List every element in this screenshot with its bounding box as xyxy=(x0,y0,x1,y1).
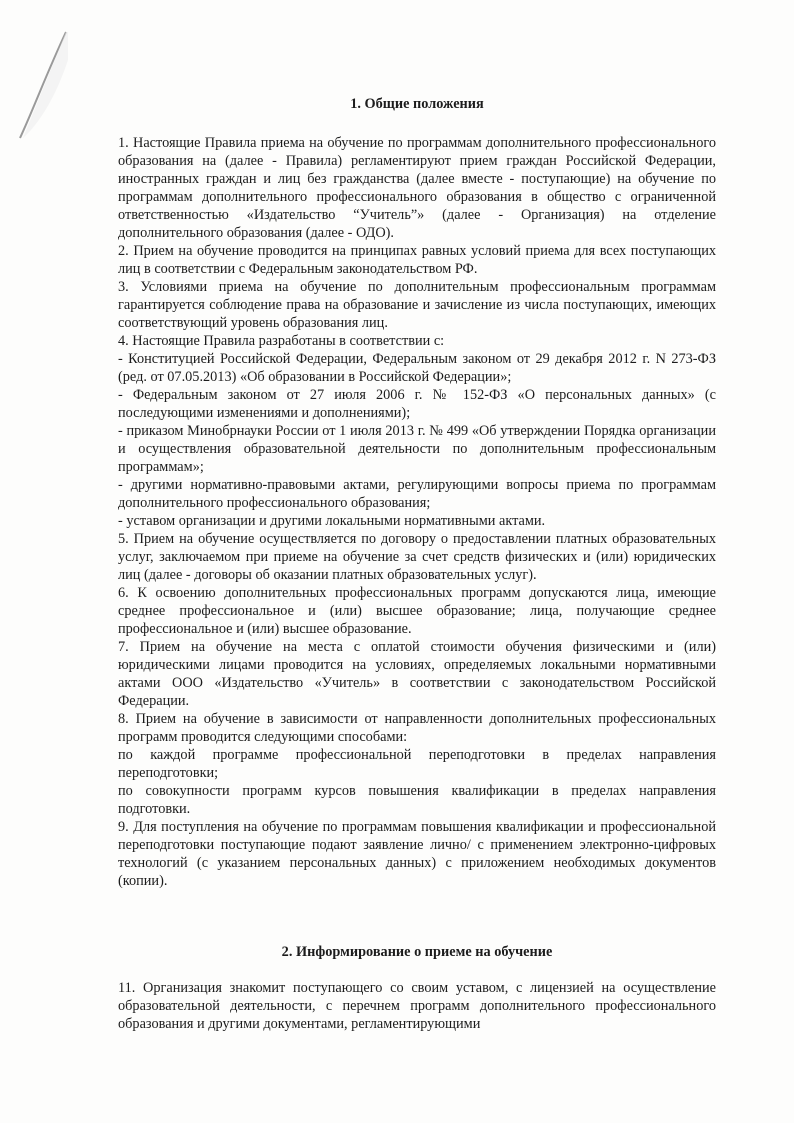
paragraph: 4. Настоящие Правила разработаны в соответствии с: xyxy=(118,333,445,349)
list-item: по каждой программе профессиональной переподготовки в пределах направления переподготовки; xyxy=(118,747,716,781)
paragraph: 9. Для поступления на обучение по программам повышения квалификации и профессиональной переподготовки поступающие подают заявление лично/ с применением электронно-цифровых технологий (с указанием персональных данных) с приложением необходимых документов (копии). xyxy=(118,819,716,889)
section-general-provisions xyxy=(118,134,716,890)
document-body xyxy=(118,95,716,1033)
paragraph: 1. Настоящие Правила приема на обучение по программам дополнительного профессионального образования на (далее - Правила) регламентируют прием граждан Российской Федерации, иностранных граждан и лиц без гражданства (далее вместе - поступающие) на обучение по программам дополнительного профессионального образования в общество с ограниченной ответственностью «Издательство “Учитель”» (далее - Организация) на отделение дополнительного образования (далее - ОДО). xyxy=(118,135,716,241)
list-item: - Конституцией Российской Федерации, Федеральным законом от 29 декабря 2012 г. N 273-ФЗ (ред. от 07.05.2013) «Об образовании в Российской Федерации»; xyxy=(118,351,716,385)
paragraph: 11. Организация знакомит поступающего со своим уставом, с лицензией на осуществление образовательной деятельности, с перечнем программ дополнительного профессионального образования и другими документами, регламентирующими xyxy=(118,980,716,1032)
section-admission-info xyxy=(118,979,716,1033)
list-item: - уставом организации и другими локальными нормативными актами. xyxy=(118,513,546,529)
list-item: по совокупности программ курсов повышения квалификации в пределах направления подготовки. xyxy=(118,783,716,817)
paragraph: 7. Прием на обучение на места с оплатой стоимости обучения физическими и (или) юридическими лицами проводится на условиях, определяемых локальными нормативными актами ООО «Издательство «Учитель» в соответствии с законодательством Российской Федерации. xyxy=(118,639,716,709)
section-title: 1. Общие положения xyxy=(350,96,484,112)
paragraph: 3. Условиями приема на обучение по дополнительным профессиональным программам гарантируется соблюдение права на образование и зачисление из числа поступающих, имеющих соответствующий уровень образования лиц. xyxy=(118,279,716,331)
list-item: - Федеральным законом от 27 июля 2006 г. № 152-ФЗ «О персональных данных» (с последующими изменениями и дополнениями); xyxy=(118,387,716,421)
paragraph: 2. Прием на обучение проводится на принципах равных условий приема для всех поступающих лиц в соответствии с Федеральным законодательством РФ. xyxy=(118,243,716,277)
paragraph: 6. К освоению дополнительных профессиональных программ допускаются лица, имеющие среднее профессиональное и (или) высшее образование; лица, получающие среднее профессиональное и (или) высшее образование. xyxy=(118,585,716,637)
paragraph: 5. Прием на обучение осуществляется по договору о предоставлении платных образовательных услуг, заключаемом при приеме на обучение за счет средств физических и (или) юридических лиц (далее - договоры об оказании платных образовательных услуг). xyxy=(118,531,716,583)
list-item: - приказом Минобрнауки России от 1 июля 2013 г. № 499 «Об утверждении Порядка организации и осуществления образовательной деятельности по дополнительным профессиональным программам»; xyxy=(118,423,716,475)
paragraph: 8. Прием на обучение в зависимости от направленности дополнительных профессиональных программ проводится следующими способами: xyxy=(118,711,716,745)
list-item: - другими нормативно-правовыми актами, регулирующими вопросы приема по программам дополнительного профессионального образования; xyxy=(118,477,716,511)
page-fold-mark xyxy=(18,30,68,140)
section-title: 2. Информирование о приеме на обучение xyxy=(281,944,553,960)
